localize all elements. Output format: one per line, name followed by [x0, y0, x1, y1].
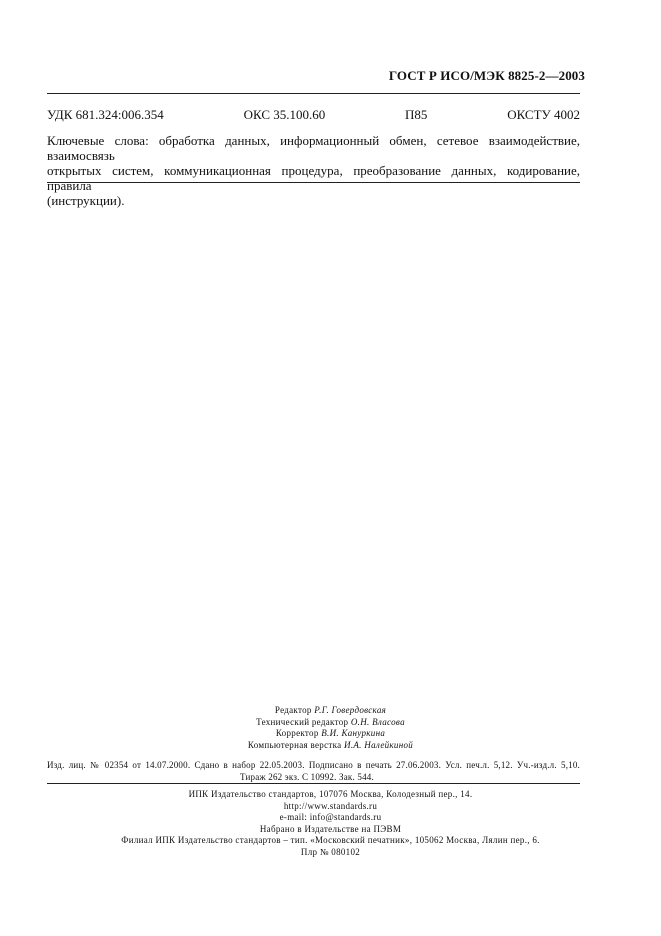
- standard-code: ГОСТ Р ИСО/МЭК 8825-2—2003: [388, 68, 585, 83]
- credit-tech-editor: [0, 717, 661, 729]
- classification-codes: [47, 107, 580, 123]
- credit-corrector: [0, 728, 661, 740]
- publisher-address: ИПК Издательство стандартов, 107076 Москва, Колодезный пер., 14.: [188, 789, 473, 799]
- plr-number: Плр № 080102: [300, 846, 361, 857]
- branch-address: Филиал ИПК Издательство стандартов – тип. «Московский печатник», 105062 Москва, Лялин пер., 6.: [121, 835, 540, 845]
- oks-code: ОКС 35.100.60: [243, 107, 326, 122]
- layout-role: Компьютерная верстка: [247, 739, 342, 750]
- keywords-line-2: открытых систем, коммуникационная процедура, преобразование данных, кодирование, правила: [47, 163, 580, 193]
- keywords-paragraph: [47, 133, 580, 208]
- editor-role: Редактор: [274, 705, 312, 715]
- imprint-rule: [47, 783, 580, 784]
- credit-editor: [0, 705, 661, 717]
- publication-details: [47, 760, 580, 783]
- layout-name: И.А. Налейкиной: [344, 739, 414, 750]
- udk-code: УДК 681.324:006.354: [47, 107, 164, 122]
- publication-line-2: Тираж 262 экз. С 10992. Зак. 544.: [240, 771, 374, 782]
- tech-editor-role: Технический редактор: [256, 716, 349, 727]
- okstu-code: ОКСТУ 4002: [507, 107, 580, 122]
- keywords-rule: [47, 182, 580, 183]
- keywords-line-1: Ключевые слова: обработка данных, информационный обмен, сетевое взаимодействие, взаимосвязь: [47, 133, 580, 163]
- editor-name: Р.Г. Говердовская: [314, 705, 387, 715]
- header-rule: [47, 93, 580, 94]
- credit-layout: [0, 740, 661, 752]
- contact-line: [0, 801, 661, 824]
- keywords-line-3: (инструкции).: [47, 193, 125, 208]
- typeset-note: Набрано в Издательстве на ПЭВМ: [259, 823, 402, 834]
- website-link[interactable]: http://www.standards.ru: [283, 800, 378, 811]
- credits-block: [0, 705, 661, 751]
- tech-editor-name: О.Н. Власова: [350, 716, 405, 727]
- corrector-name: В.И. Кануркина: [321, 728, 386, 738]
- publication-line-1: Изд. лиц. № 02354 от 14.07.2000. Сдано в набор 22.05.2003. Подписано в печать 27.06.2003. Усл. печ.л. 5,12. Уч.-изд.л. 5,10.: [47, 760, 580, 770]
- imprint-block: [0, 789, 661, 858]
- group-code: П85: [405, 107, 428, 122]
- corrector-role: Корректор: [275, 728, 319, 738]
- email-link[interactable]: e-mail: info@standards.ru: [279, 812, 382, 822]
